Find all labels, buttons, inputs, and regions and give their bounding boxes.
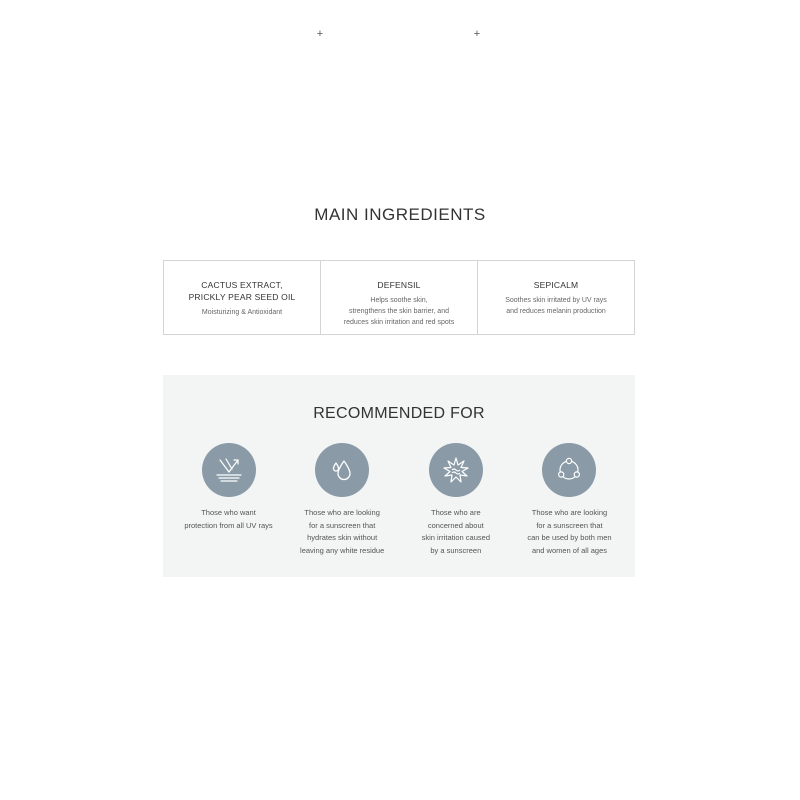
ingredient-desc-line: Moisturizing & Antioxidant	[201, 309, 283, 316]
recommended-item-hydration	[290, 443, 395, 557]
ingredient-name-line: CACTUS EXTRACT,	[201, 280, 283, 290]
recommended-text-line: by a sunscreen	[430, 545, 482, 555]
ingredient-name-line: SEPICALM	[533, 280, 579, 290]
recommended-text	[176, 507, 281, 532]
recommended-text-line: Those who want	[201, 508, 256, 517]
ingredient-description	[164, 307, 320, 318]
ingredient-desc-line: and reduces melanin production	[506, 308, 606, 315]
recommended-text-line: for a sunscreen that	[536, 520, 603, 530]
main-ingredients-title: MAIN INGREDIENTS	[314, 205, 486, 224]
uv-shield-icon	[202, 443, 256, 497]
recommended-text-line: skin irritation caused	[421, 533, 490, 542]
recommended-text-line: can be used by both men	[527, 533, 612, 542]
recommended-text-line: protection from all UV rays	[184, 520, 273, 530]
recommended-title: RECOMMENDED FOR	[313, 405, 485, 422]
recommended-text-line: Those who are looking	[304, 508, 380, 517]
ingredient-description	[321, 295, 477, 328]
plus-icon: +	[471, 28, 483, 40]
water-drops-icon	[315, 443, 369, 497]
ingredient-desc-line: Soothes skin irritated by UV rays	[505, 297, 607, 304]
recommended-text-line: leaving any white residue	[300, 545, 385, 555]
ingredient-name	[478, 279, 634, 291]
ingredient-sepicalm	[477, 261, 634, 334]
recommended-item-uv	[176, 443, 281, 557]
recommended-text	[517, 507, 622, 557]
recommended-text-line: Those who are looking	[531, 508, 608, 517]
ingredient-name-line: PRICKLY PEAR SEED OIL	[188, 292, 296, 302]
plus-icon: +	[314, 28, 326, 40]
recommended-panel	[163, 375, 635, 577]
ingredient-description	[478, 295, 634, 317]
ingredients-box	[163, 260, 635, 335]
ingredient-defensil	[320, 261, 477, 334]
recommended-text	[290, 507, 395, 557]
ingredient-desc-line: strengthens the skin barrier, and	[348, 308, 449, 315]
recommended-text-line: and women of all ages	[531, 545, 607, 555]
recommended-text-line: concerned about	[427, 520, 484, 530]
recommended-list	[163, 443, 635, 557]
ingredient-desc-line: Helps soothe skin,	[370, 297, 428, 304]
ingredient-cactus	[164, 261, 320, 334]
ingredient-desc-line: reduces skin irritation and red spots	[343, 319, 455, 326]
irritation-burst-icon	[429, 443, 483, 497]
recommended-text-line: hydrates skin without	[307, 533, 378, 542]
cycle-people-icon	[542, 443, 596, 497]
recommended-text-line: Those who are	[431, 508, 481, 517]
ingredient-name	[164, 279, 320, 303]
recommended-item-all-ages	[517, 443, 622, 557]
ingredient-name-line: DEFENSIL	[377, 280, 421, 290]
ingredient-name	[321, 279, 477, 291]
recommended-item-irritation	[403, 443, 508, 557]
recommended-text	[403, 507, 508, 557]
recommended-text-line: for a sunscreen that	[309, 520, 376, 530]
